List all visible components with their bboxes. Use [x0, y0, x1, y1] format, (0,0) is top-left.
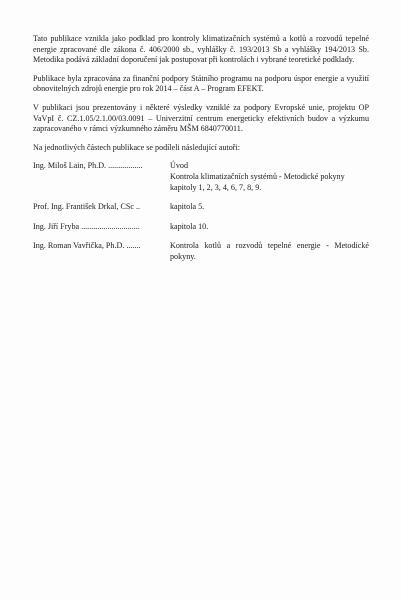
paragraph-authors-intro: Na jednotlivých částech publikace se podíleli následující autoři:	[33, 142, 240, 152]
author-name: Ing. Miloš Lain, Ph.D. .................	[33, 161, 143, 171]
page-content	[33, 34, 369, 272]
author-contribution	[170, 241, 369, 262]
author-name: Ing. Jiří Fryba .............................	[33, 221, 140, 231]
paragraph-eu-support: V publikaci jsou prezentovány i některé výsledky vzniklé za podpory Evropské unie, projektu OP VaVpI č. CZ.1.05/2.1.00/03.0091 – Univerzitní centrum energeticky efektivních budov a výzkumu zapracovaného v rámci výzkumného záměru MŠM 6840770011.	[33, 102, 369, 134]
authors-list	[33, 161, 369, 262]
contribution-line: kapitola 5.	[170, 202, 205, 212]
author-row	[33, 241, 369, 262]
contribution-line: kapitola 10.	[170, 221, 209, 231]
contribution-line: Kontrola klimatizačních systémů - Metodické pokyny	[170, 171, 345, 181]
paragraph-funding: Publikace byla zpracována za finanční podpory Státního programu na podporu úspor energie a využití obnovitelných zdrojů energie pro rok 2014 – část A – Program EFEKT.	[33, 73, 369, 94]
author-name: Ing. Roman Vavřička, Ph.D. .......	[33, 241, 141, 251]
contribution-line: kapitoly 1, 2, 3, 4, 6, 7, 8, 9.	[170, 182, 262, 192]
author-contribution	[170, 222, 369, 233]
author-name: Prof. Ing. František Drkal, CSc ..	[33, 202, 141, 212]
author-row	[33, 202, 369, 213]
author-contribution	[170, 202, 369, 213]
paragraph-intro: Tato publikace vznikla jako podklad pro kontroly klimatizačních systémů a kotlů a rozvodů tepelné energie zpracované dle zákona č. 406/2000 sb., vyhlášky č. 193/2013 Sb a vyhlášky 194/2013 Sb. Metodika podává základní doporučení jak postupovat při kontrolách i vybrané teoretické podklady.	[33, 34, 369, 65]
contribution-line: Kontrola kotlů a rozvodů tepelné energie - Metodické pokyny.	[170, 241, 369, 261]
author-row	[33, 222, 369, 233]
author-contribution	[170, 161, 369, 193]
author-row	[33, 161, 369, 193]
contribution-line: Úvod	[170, 161, 188, 171]
